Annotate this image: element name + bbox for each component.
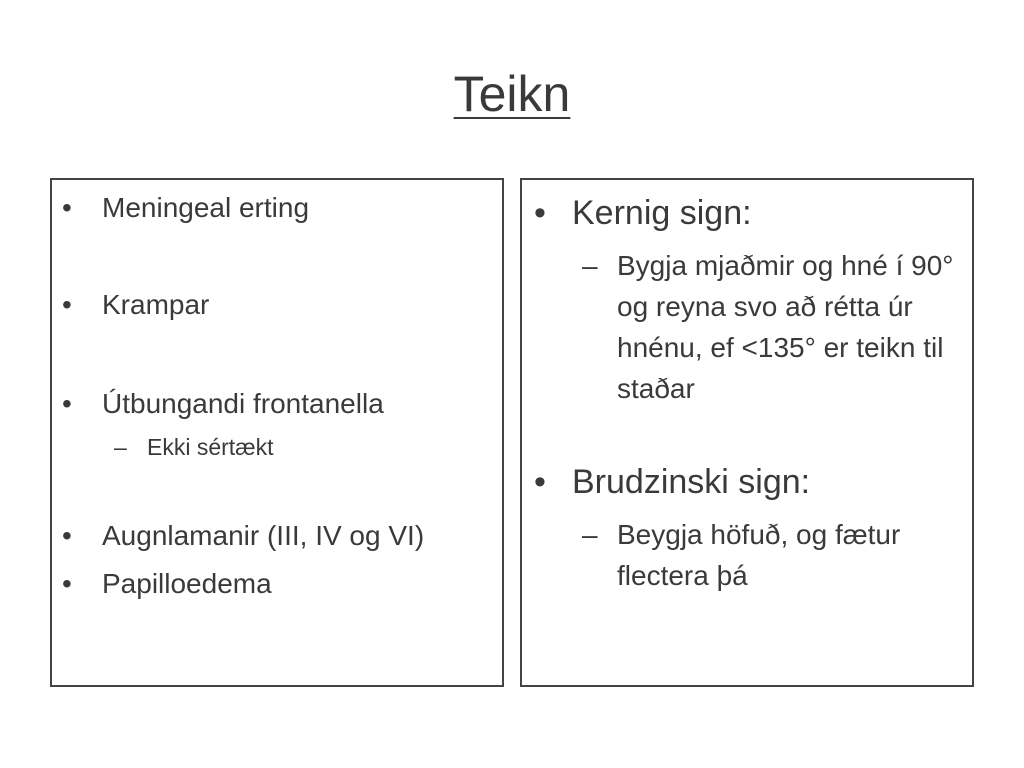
dash-icon: – [582,250,598,281]
list-item-text: Kernig sign: [572,194,752,232]
list-item-text: Krampar [102,289,210,320]
bullet-icon: • [62,388,72,419]
sub-list-item-text: Bygja mjaðmir og hné í 90° og reyna svo að rétta úr hnénu, ef <135° er teikn til staðar [617,250,954,404]
list-item-text: Meningeal erting [102,192,310,223]
bullet-icon: • [62,192,72,223]
list-item-text: Útbungandi frontanella [102,388,384,419]
left-content-box [50,178,504,687]
bullet-icon: • [62,520,72,551]
dash-icon: – [582,519,598,550]
right-content-box [520,178,974,687]
dash-icon: – [114,434,127,460]
list-item-text: Augnlamanir (III, IV og VI) [102,520,425,551]
slide-title-text: Teikn [453,66,571,122]
sub-list-item-text: Ekki sértækt [147,434,274,460]
bullet-icon: • [534,463,546,501]
sub-list-item-text: Beygja höfuð, og fætur flectera þá [617,519,901,591]
list-item-text: Brudzinski sign: [572,463,811,501]
bullet-icon: • [62,289,72,320]
bullet-icon: • [62,568,72,599]
slide-title [0,62,1024,126]
list-item-text: Papilloedema [102,568,272,599]
bullet-icon: • [534,194,546,232]
